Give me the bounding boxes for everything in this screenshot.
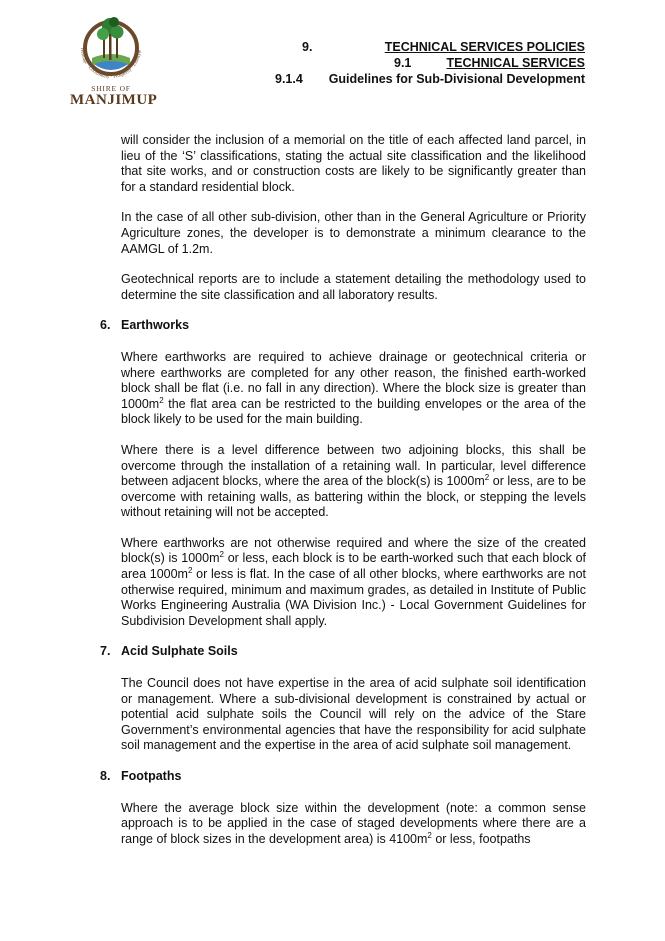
section-title: Footpaths — [121, 769, 182, 783]
header-l2-title: TECHNICAL SERVICES — [446, 56, 585, 70]
header-l2-number: 9.1 — [394, 56, 412, 70]
header-l3-number: 9.1.4 — [275, 72, 303, 86]
document-body — [100, 133, 586, 862]
section-number: 7. — [100, 644, 111, 659]
section-number: 6. — [100, 318, 111, 333]
paragraph-earthworks-grades: Where earthworks are not otherwise required and where the size of the created block(s) is $1000m^2$ or less, each block is to be earth-worked such that each block of area $1000m^2$ or less is flat. In the case of all other blocks, where earthworks are not otherwise required, minimum and maximum grades, as detailed in Institute of Public Works Engineering Australia (WA Division Inc.) - Local Government Guidelines for Subdivision Development shall apply. — [121, 535, 586, 628]
header-l1-title: TECHNICAL SERVICES POLICIES — [384, 40, 585, 54]
section-title: Earthworks — [121, 318, 190, 333]
shire-logo — [70, 12, 158, 110]
section-title: Acid Sulphate Soils — [121, 644, 238, 659]
paragraph-memorial: will consider the inclusion of a memorial on the title of each affected land parcel, in lieu of the ‘S’ classifications, stating the actual site classification and the likelihood that site works, and or construction costs are likely to be significantly greater than for a standard residential block. — [121, 133, 586, 194]
paragraph-clearance: In the case of all other sub-division, other than in the General Agriculture or Priority Agriculture zones, the developer is to demonstrate a minimum clearance to the AAMGL of 1.2m. — [121, 210, 586, 256]
shire-emblem-icon — [70, 12, 152, 82]
section-heading-acid-sulphate-soils — [100, 644, 586, 660]
section-number: 8. — [100, 769, 111, 783]
section-heading-footpaths — [100, 769, 586, 785]
paragraph-earthworks-flat: Where earthworks are required to achieve drainage or geotechnical criteria or where earthworks are completed for any other reason, the finished earth-worked block shall be flat (i.e. no fall in any direction). Where the block size is greater than $1000m^2$ the flat area can be restricted to the building envelopes or the area of the block likely to be used for the main building. — [121, 349, 586, 427]
section-heading-earthworks — [100, 318, 586, 334]
paragraph-geotechnical: Geotechnical reports are to include a statement detailing the methodology used to determine the site classification and all laboratory results. — [121, 272, 586, 302]
header-l3-title: Guidelines for Sub-Divisional Development — [328, 72, 585, 86]
paragraph-acid-sulphate: The Council does not have expertise in the area of acid sulphate soil identification or management. Where a sub-divisional development is constrained by actual or potential acid sulphate soils the Council will rely on the advice of the Stare Government’s environmental agencies that have the responsibility for acid sulphate soil management and the expertise in the area of acid sulphate soil management. — [121, 676, 586, 753]
logo-shire-of: SHIRE OF — [91, 84, 131, 93]
paragraph-retaining-wall: Where there is a level difference between two adjoining blocks, this shall be overcome through the installation of a retaining wall. In particular, level difference between adjacent blocks, where the area of the block(s) is $1000m^2$ or less, are to be overcome with retaining walls, as battering within the block, or stepping the levels without retaining will not be accepted. — [121, 442, 586, 520]
svg-text:Heritage · Community · Prosper: Heritage · Community · Prosperity · Lifestyle — [78, 47, 143, 81]
header-l1-number: 9. — [302, 40, 313, 54]
logo-manjimup: MANJIMUP — [70, 92, 158, 108]
paragraph-footpaths: Where the average block size within the development (note: a common sense approach is to be applied in the case of staged developments where there are a range of block sizes in the development area) is $4100m^2$ or less, footpaths — [121, 800, 586, 846]
